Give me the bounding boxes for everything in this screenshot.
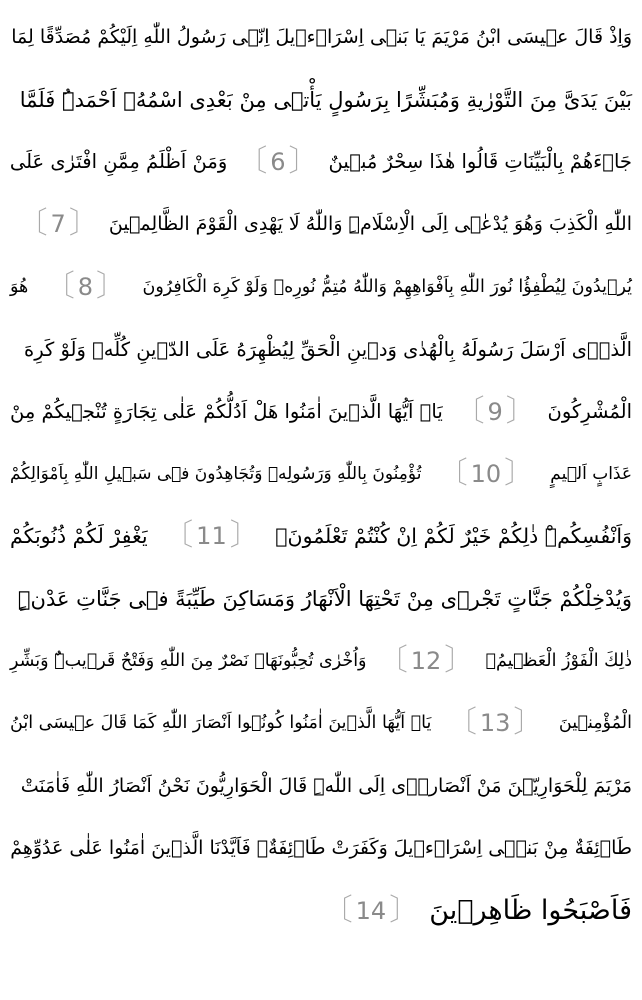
ayah-bracket-right-icon: 〕 [96, 268, 127, 304]
ayah-bracket-left-icon: 〔 [454, 393, 485, 429]
ayah-number-marker [374, 643, 479, 679]
verse-text: الْمُشْرِكُونَ [547, 400, 632, 424]
verse-line [10, 817, 632, 879]
ayah-bracket-right-icon: 〕 [229, 518, 260, 554]
verse-text: وَاِذْ قَالَ عٖيسَى ابْنُ مَرْيَمَ يَا بَنٖى اِسْرَاۤءٖيلَ اِنّٖى رَسُولُ اللّٰهِ اِلَيْكُمْ مُصَدِّقًا لِمَا [11, 26, 632, 49]
verse-text: يَاۤ اَيُّهَا الَّذٖينَ اٰمَنُوا هَلْ اَدُلُّكُمْ عَلٰى تِجَارَةٍ تُنْجٖيكُمْ مِنْ [10, 400, 443, 424]
verse-text: اللّٰهِ الْكَذِبَ وَهُوَ يُدْعٰۤى اِلَى الْاِسْلَامِۜ وَاللّٰهُ لَا يَهْدِى الْقَوْمَ الظَّالِمٖينَ [108, 213, 632, 236]
ayah-bracket-right-icon: 〕 [504, 455, 535, 491]
verse-text: جَاۤءَهُمْ بِالْبَيِّنَاتِ قَالُوا هٰذَا سِحْرٌ مُبٖينٌ [328, 150, 632, 174]
ayah-number-marker [41, 269, 130, 305]
ayah-number: 11 [196, 522, 227, 551]
verse-line [10, 630, 632, 692]
ayah-number-marker [319, 893, 424, 929]
verse-text: وَيُدْخِلْكُمْ جَنَّاتٍ تَجْرٖى مِنْ تَحْتِهَا الْاَنْهَارُ وَمَسَاكِنَ طَيِّبَةً فٖى جَنَّاتِ عَدْنٍۜ [17, 586, 632, 611]
ayah-number: 13 [479, 709, 511, 738]
verse-line [10, 568, 632, 630]
verse-line [10, 256, 632, 318]
verse-line [10, 6, 632, 68]
verse-line [10, 505, 632, 567]
ayah-bracket-left-icon: 〔 [322, 892, 353, 928]
ayah-bracket-right-icon: 〕 [444, 643, 475, 679]
verse-text: هُوَ [10, 276, 29, 297]
verse-text: عَذَابٍ اَلٖيمٍ [550, 463, 632, 484]
verse-line [10, 68, 632, 130]
ayah-number: 8 [77, 272, 94, 301]
verse-text: فَاَصْبَحُوا ظَاهِرٖينَ [429, 895, 632, 927]
verse-text: الَّذٖۤى اَرْسَلَ رَسُولَهُ بِالْهُدٰى وَدٖينِ الْحَقِّ لِيُظْهِرَهُ عَلَى الدّٖينِ كُلِّهٖ وَلَوْ كَرِهَ [24, 337, 632, 361]
verse-text: وَاَنْفُسِكُمْۜ ذٰلِكُمْ خَيْرٌ لَكُمْ اِنْ كُنْتُمْ تَعْلَمُونَۙ [275, 524, 632, 549]
ayah-bracket-right-icon: 〕 [288, 143, 319, 179]
verse-line [10, 193, 632, 255]
verse-text: الْمُؤْمِنٖينَ [558, 713, 632, 734]
ayah-number: 7 [50, 210, 66, 239]
ayah-number: 14 [355, 896, 387, 925]
verse-text: ذٰلِكَ الْفَوْزُ الْعَظٖيمُۙ [485, 651, 632, 672]
verse-text: وَمَنْ اَظْلَمُ مِمَّنِ افْتَرٰى عَلَى [9, 150, 228, 174]
ayah-number: 9 [487, 397, 503, 426]
verse-line [10, 318, 632, 380]
ayah-number-marker [443, 705, 548, 741]
verse-text: طَاۤئِفَةٌ مِنْ بَنٖۤى اِسْرَاۤءٖيلَ وَكَفَرَتْ طَاۤئِفَةٌۚ فَاَيَّدْنَا الَّذٖينَ اٰمَنُوا عَلٰى عَدُوِّهِمْ [10, 837, 632, 860]
verse-line [10, 692, 632, 754]
ayah-number-marker [451, 394, 540, 430]
ayah-number: 10 [470, 459, 502, 488]
verse-text: وَاُخْرٰى تُحِبُّونَهَاۜ نَصْرٌ مِنَ اللّٰهِ وَفَتْحٌ قَرٖيبٌۜ وَبَشِّرِ [10, 651, 367, 672]
verse-text: يَاۤ اَيُّهَا الَّذٖينَ اٰمَنُوا كُونُۤوا اَنْصَارَ اللّٰهِ كَمَا قَالَ عٖيسَى ابْنُ [10, 713, 432, 734]
verse-line [10, 755, 632, 817]
ayah-bracket-right-icon: 〕 [389, 892, 420, 928]
ayah-number-marker [14, 206, 103, 242]
ayah-bracket-right-icon: 〕 [505, 393, 536, 429]
ayah-bracket-right-icon: 〕 [513, 705, 544, 741]
ayah-bracket-left-icon: 〔 [163, 518, 194, 554]
ayah-bracket-left-icon: 〔 [17, 206, 48, 242]
ayah-bracket-left-icon: 〔 [44, 268, 75, 304]
ayah-number-marker [159, 518, 264, 554]
ayah-number: 12 [410, 647, 442, 676]
ayah-number: 6 [270, 147, 286, 176]
ayah-bracket-left-icon: 〔 [437, 455, 468, 491]
verse-text: يَغْفِرْ لَكُمْ ذُنُوبَكُمْ [10, 524, 148, 549]
ayah-bracket-right-icon: 〕 [68, 206, 99, 242]
verse-text: تُؤْمِنُونَ بِاللّٰهِ وَرَسُولِهٖ وَتُجَاهِدُونَ فٖى سَبٖيلِ اللّٰهِ بِاَمْوَالِكُمْ [10, 463, 422, 484]
ayah-bracket-left-icon: 〔 [377, 643, 408, 679]
verse-line [10, 443, 632, 505]
ayah-number-marker [233, 144, 322, 180]
verse-text: بَيْنَ يَدَىَّ مِنَ التَّوْرٰيةِ وَمُبَشِّرًا بِرَسُولٍ يَأْتٖى مِنْ بَعْدِى اسْمُهُۤ اَحْمَدُۜ فَلَمَّا [19, 87, 632, 112]
verse-line [10, 380, 632, 442]
verse-text: مَرْيَمَ لِلْحَوَارِيّٖنَ مَنْ اَنْصَارٖۤى اِلَى اللّٰهِۜ قَالَ الْحَوَارِيُّونَ نَحْنُ اَنْصَارُ اللّٰهِ فَاٰمَنَتْ [20, 774, 632, 797]
ayah-bracket-left-icon: 〔 [237, 143, 268, 179]
verse-line [10, 131, 632, 193]
ayah-number-marker [434, 456, 539, 492]
verse-text: يُرٖيدُونَ لِيُطْفِؤُا نُورَ اللّٰهِ بِاَفْوَاهِهِمْ وَاللّٰهُ مُتِمُّ نُورِهٖ وَلَوْ كَرِهَ الْكَافِرُونَ [142, 276, 632, 297]
ayah-bracket-left-icon: 〔 [446, 705, 477, 741]
verse-line [10, 879, 632, 941]
